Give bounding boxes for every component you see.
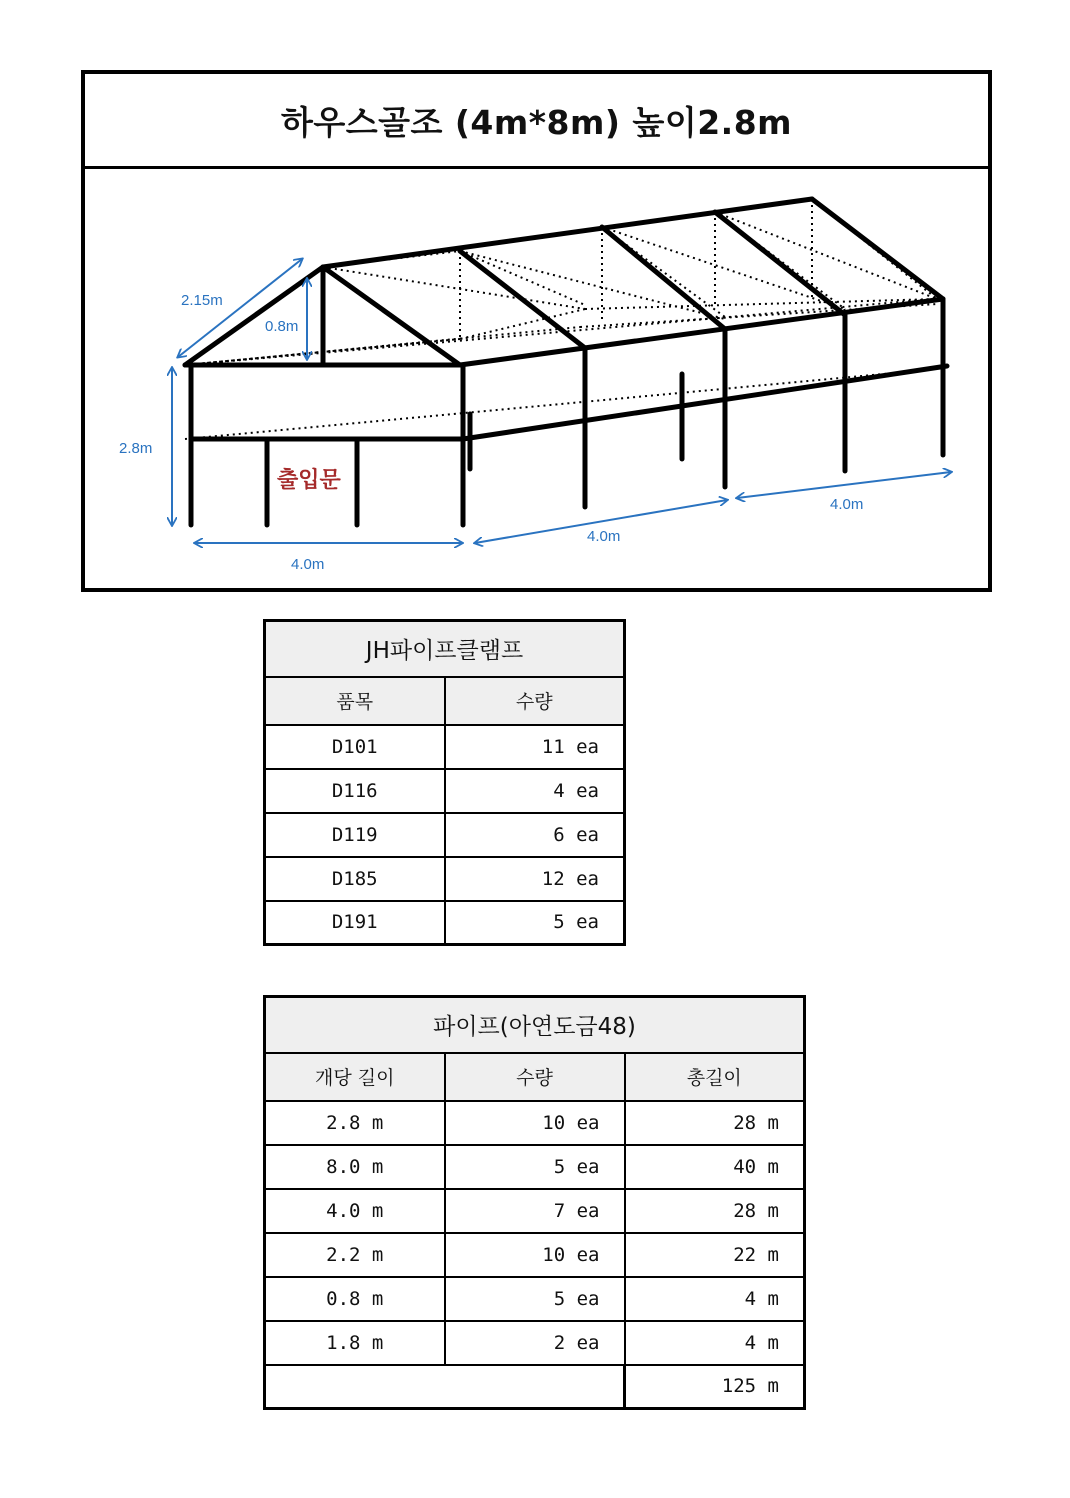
pipe-qty: 2 ea <box>445 1321 625 1365</box>
pipe-total: 22 m <box>625 1233 805 1277</box>
pipe-total: 4 m <box>625 1277 805 1321</box>
clamp-table <box>263 619 626 946</box>
clamp-qty: 4 ea <box>445 769 625 813</box>
pipe-qty: 5 ea <box>445 1277 625 1321</box>
pipe-total: 28 m <box>625 1189 805 1233</box>
pipe-header-qty: 수량 <box>445 1053 625 1101</box>
table-row <box>265 813 625 857</box>
front-width-label: 4.0m <box>291 556 325 573</box>
wall-height-label: 2.8m <box>119 440 153 457</box>
side-length-label-2: 4.0m <box>830 496 864 513</box>
clamp-header-item: 품목 <box>265 677 445 725</box>
door-label: 출입문 <box>277 468 341 493</box>
pipe-length: 2.8 m <box>265 1101 445 1145</box>
table-row <box>265 1321 805 1365</box>
pipe-length: 1.8 m <box>265 1321 445 1365</box>
pipe-qty: 10 ea <box>445 1233 625 1277</box>
page-title: 하우스골조 (4m*8m) 높이2.8m <box>280 102 793 142</box>
title-bar <box>85 74 988 169</box>
clamp-header-qty: 수량 <box>445 677 625 725</box>
clamp-qty: 6 ea <box>445 813 625 857</box>
pipe-total: 28 m <box>625 1101 805 1145</box>
pipe-length: 2.2 m <box>265 1233 445 1277</box>
table-row <box>265 725 625 769</box>
clamp-item: D119 <box>265 813 445 857</box>
diagram-frame <box>81 70 992 592</box>
side-length-label-1: 4.0m <box>587 528 621 545</box>
table-row <box>265 1277 805 1321</box>
table-row <box>265 857 625 901</box>
pipe-total: 4 m <box>625 1321 805 1365</box>
clamp-item: D101 <box>265 725 445 769</box>
pipe-table <box>263 995 806 1410</box>
table-row <box>265 901 625 945</box>
clamp-item: D191 <box>265 901 445 945</box>
clamp-table-title: JH파이프클램프 <box>265 621 625 677</box>
total-row <box>265 1365 805 1409</box>
clamp-item: D116 <box>265 769 445 813</box>
pipe-table-title: 파이프(아연도금48) <box>265 997 805 1053</box>
pipe-total: 40 m <box>625 1145 805 1189</box>
pipe-length: 4.0 m <box>265 1189 445 1233</box>
table-row <box>265 1145 805 1189</box>
pipe-grand-total: 125 m <box>625 1365 805 1409</box>
clamp-item: D185 <box>265 857 445 901</box>
table-row <box>265 1189 805 1233</box>
pipe-qty: 10 ea <box>445 1101 625 1145</box>
pipe-length: 8.0 m <box>265 1145 445 1189</box>
table-row <box>265 1101 805 1145</box>
pipe-header-total: 총길이 <box>625 1053 805 1101</box>
ridge-height-label: 0.8m <box>265 318 299 335</box>
table-row <box>265 1233 805 1277</box>
pipe-qty: 7 ea <box>445 1189 625 1233</box>
clamp-qty: 5 ea <box>445 901 625 945</box>
pipe-length: 0.8 m <box>265 1277 445 1321</box>
pipe-header-length: 개당 길이 <box>265 1053 445 1101</box>
house-frame-diagram <box>85 169 988 588</box>
table-row <box>265 769 625 813</box>
clamp-qty: 11 ea <box>445 725 625 769</box>
pipe-qty: 5 ea <box>445 1145 625 1189</box>
rafter-length-label: 2.15m <box>181 292 223 309</box>
clamp-qty: 12 ea <box>445 857 625 901</box>
